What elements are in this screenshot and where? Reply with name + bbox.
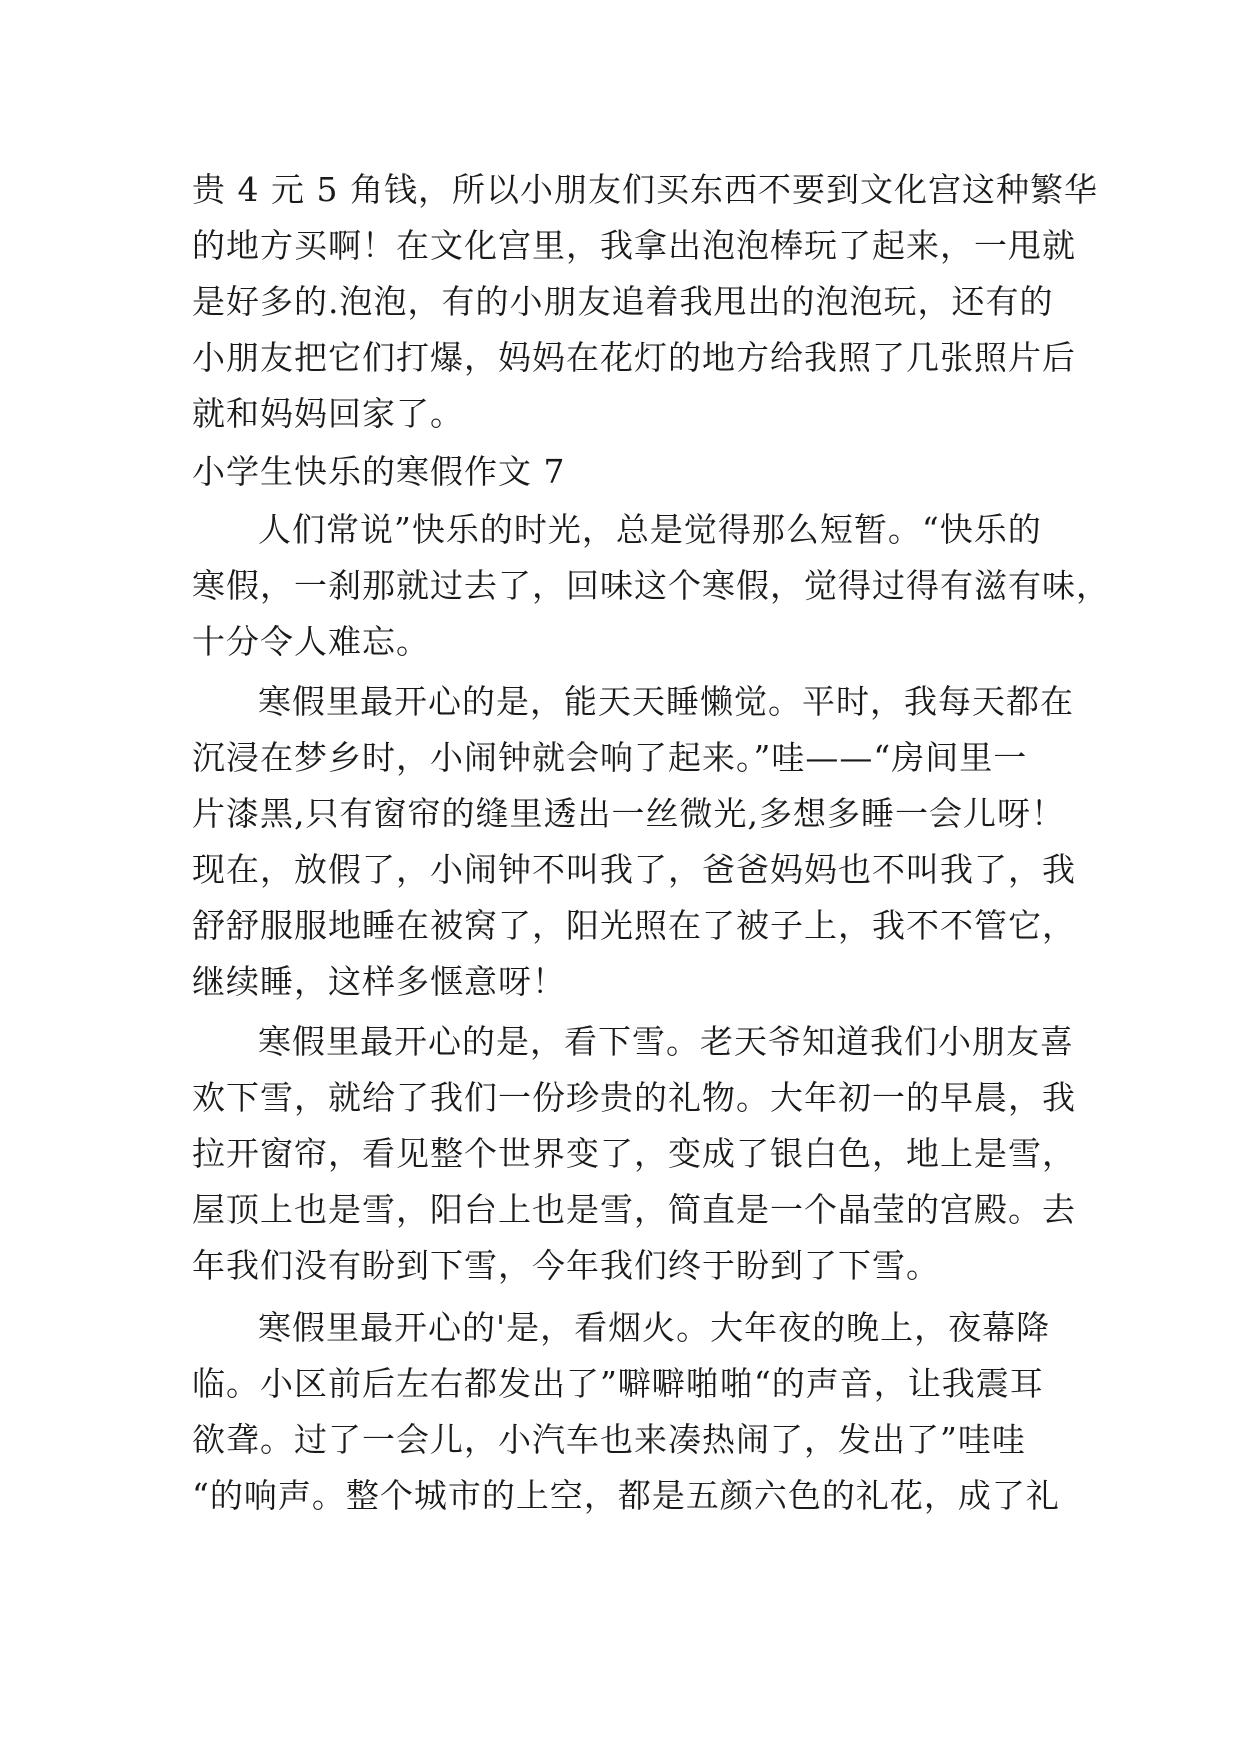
text-line: 年我们没有盼到下雪，今年我们终于盼到了下雪。	[192, 1246, 940, 1285]
text-line: 拉开窗帘，看见整个世界变了，变成了银白色，地上是雪，	[192, 1134, 1076, 1173]
text-line: 寒假里最开心的'是，看烟火。大年夜的晚上，夜幕降	[258, 1308, 1051, 1347]
text-line: 片漆黑,只有窗帘的缝里透出一丝微光,多想多睡一会儿呀！	[192, 794, 1065, 833]
text-line: 寒假，一刹那就过去了，回味这个寒假，觉得过得有滋有味，	[192, 566, 1110, 605]
text-line: 是好多的.泡泡，有的小朋友追着我甩出的泡泡玩，还有的	[192, 282, 1054, 321]
text-line: 寒假里最开心的是，能天天睡懒觉。平时，我每天都在	[258, 682, 1074, 721]
text-line: 欲聋。过了一会儿，小汽车也来凑热闹了，发出了”哇哇	[192, 1420, 1026, 1459]
section-heading: 小学生快乐的寒假作文 7	[192, 452, 566, 491]
text-line: 舒舒服服地睡在被窝了，阳光照在了被子上，我不不管它，	[192, 906, 1076, 945]
text-line: 屋顶上也是雪，阳台上也是雪，简直是一个晶莹的宫殿。去	[192, 1190, 1076, 1229]
text-line: 贵 4 元 5 角钱，所以小朋友们买东西不要到文化宫这种繁华	[192, 170, 1098, 209]
text-line: “的响声。整个城市的上空，都是五颜六色的礼花，成了礼	[192, 1476, 1060, 1515]
text-line: 十分令人难忘。	[192, 622, 430, 661]
text-line: 小朋友把它们打爆，妈妈在花灯的地方给我照了几张照片后	[192, 338, 1076, 377]
text-line: 欢下雪，就给了我们一份珍贵的礼物。大年初一的早晨，我	[192, 1078, 1076, 1117]
text-line: 继续睡，这样多惬意呀！	[192, 962, 566, 1001]
text-line: 临。小区前后左右都发出了”噼噼啪啪“的声音，让我震耳	[192, 1364, 1044, 1403]
text-line: 现在，放假了，小闹钟不叫我了，爸爸妈妈也不叫我了，我	[192, 850, 1076, 889]
text-line: 沉浸在梦乡时，小闹钟就会响了起来。”哇——“房间里一	[192, 738, 1028, 777]
text-line: 的地方买啊！在文化宫里，我拿出泡泡棒玩了起来，一甩就	[192, 226, 1076, 265]
text-line: 寒假里最开心的是，看下雪。老天爷知道我们小朋友喜	[258, 1022, 1074, 1061]
text-line: 人们常说”快乐的时光，总是觉得那么短暂。“快乐的	[258, 510, 1042, 549]
text-line: 就和妈妈回家了。	[192, 394, 464, 433]
